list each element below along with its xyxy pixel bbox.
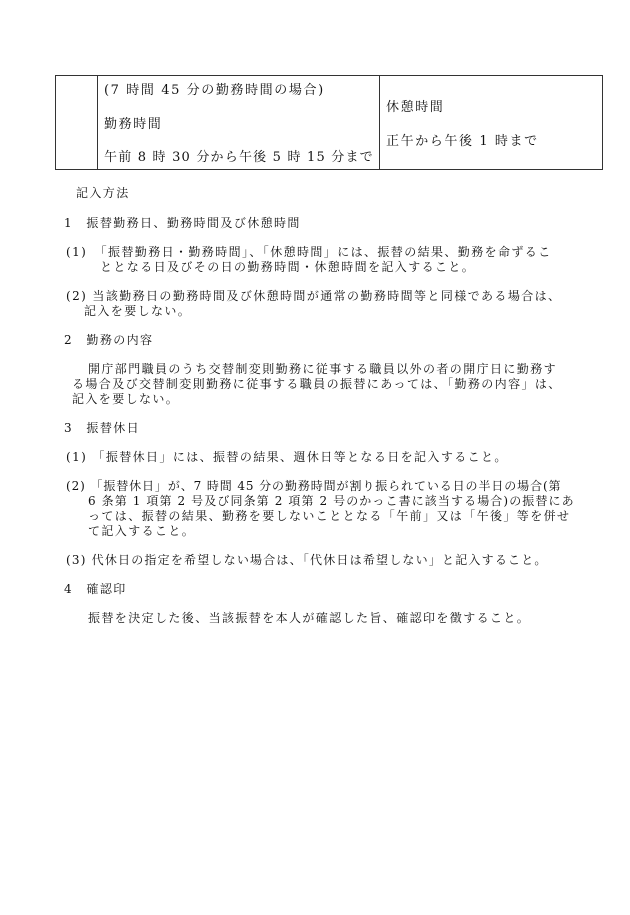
section-2-title: 2 勤務の内容 (64, 333, 154, 347)
section-1-item-1-line-2: ととなる日及びその日の勤務時間・休憩時間を記入すること。 (100, 260, 476, 274)
section-1-title: 1 振替勤務日、勤務時間及び休憩時間 (64, 216, 301, 230)
work-time-value: 午前 8 時 30 分から午後 5 時 15 分まで (104, 150, 374, 165)
work-hours-note: (7 時間 45 分の勤務時間の場合) (104, 83, 325, 98)
section-3-title: 3 振替休日 (64, 421, 141, 435)
table-cell-rest-time (380, 76, 602, 169)
section-3-item-2-line-1: (2) 「振替休日」が、7 時間 45 分の勤務時間が割り振られている日の半日の場合(第 (66, 479, 562, 493)
section-3-item-2-line-4: て記入すること。 (88, 524, 196, 538)
section-3-item-1: (1) 「振替休日」には、振替の結果、週休日等となる日を記入すること。 (66, 450, 508, 464)
schedule-table (55, 75, 603, 170)
work-time-label: 勤務時間 (104, 117, 163, 132)
rest-time-label: 休憩時間 (386, 100, 445, 115)
table-cell-empty (56, 76, 98, 169)
section-1-item-2-line-2: 記入を要しない。 (84, 304, 192, 318)
section-4-title: 4 確認印 (64, 582, 127, 596)
section-1-item-2-line-1: (2) 当該勤務日の勤務時間及び休憩時間が通常の勤務時間等と同様である場合は、 (66, 289, 562, 303)
section-2-line-2: る場合及び交替制変則勤務に従事する職員の振替にあっては、「勤務の内容」は、 (72, 377, 562, 391)
section-3-item-3: (3) 代休日の指定を希望しない場合は、「代休日は希望しない」と記入すること。 (66, 553, 548, 567)
instructions-heading: 記入方法 (76, 186, 130, 200)
section-2-line-1: 開庁部門職員のうち交替制変則勤務に従事する職員以外の者の開庁日に勤務す (88, 362, 558, 376)
section-3-item-2-line-3: っては、振替の結果、勤務を要しないこととなる「午前」又は「午後」等を併せ (88, 509, 571, 523)
section-4-line-1: 振替を決定した後、当該振替を本人が確認した旨、確認印を徴すること。 (88, 611, 531, 625)
section-3-item-2-line-2: 6 条第 1 項第 2 号及び同条第 2 項第 2 号のかっこ書に該当する場合)の振替にあ (88, 494, 575, 508)
section-1-item-1-line-1: (1) 「振替勤務日・勤務時間」、「休憩時間」には、振替の結果、勤務を命ずるこ (66, 245, 552, 259)
rest-time-value: 正午から午後 1 時まで (386, 134, 539, 149)
section-2-line-3: 記入を要しない。 (72, 392, 180, 406)
table-cell-work-time (98, 76, 380, 169)
